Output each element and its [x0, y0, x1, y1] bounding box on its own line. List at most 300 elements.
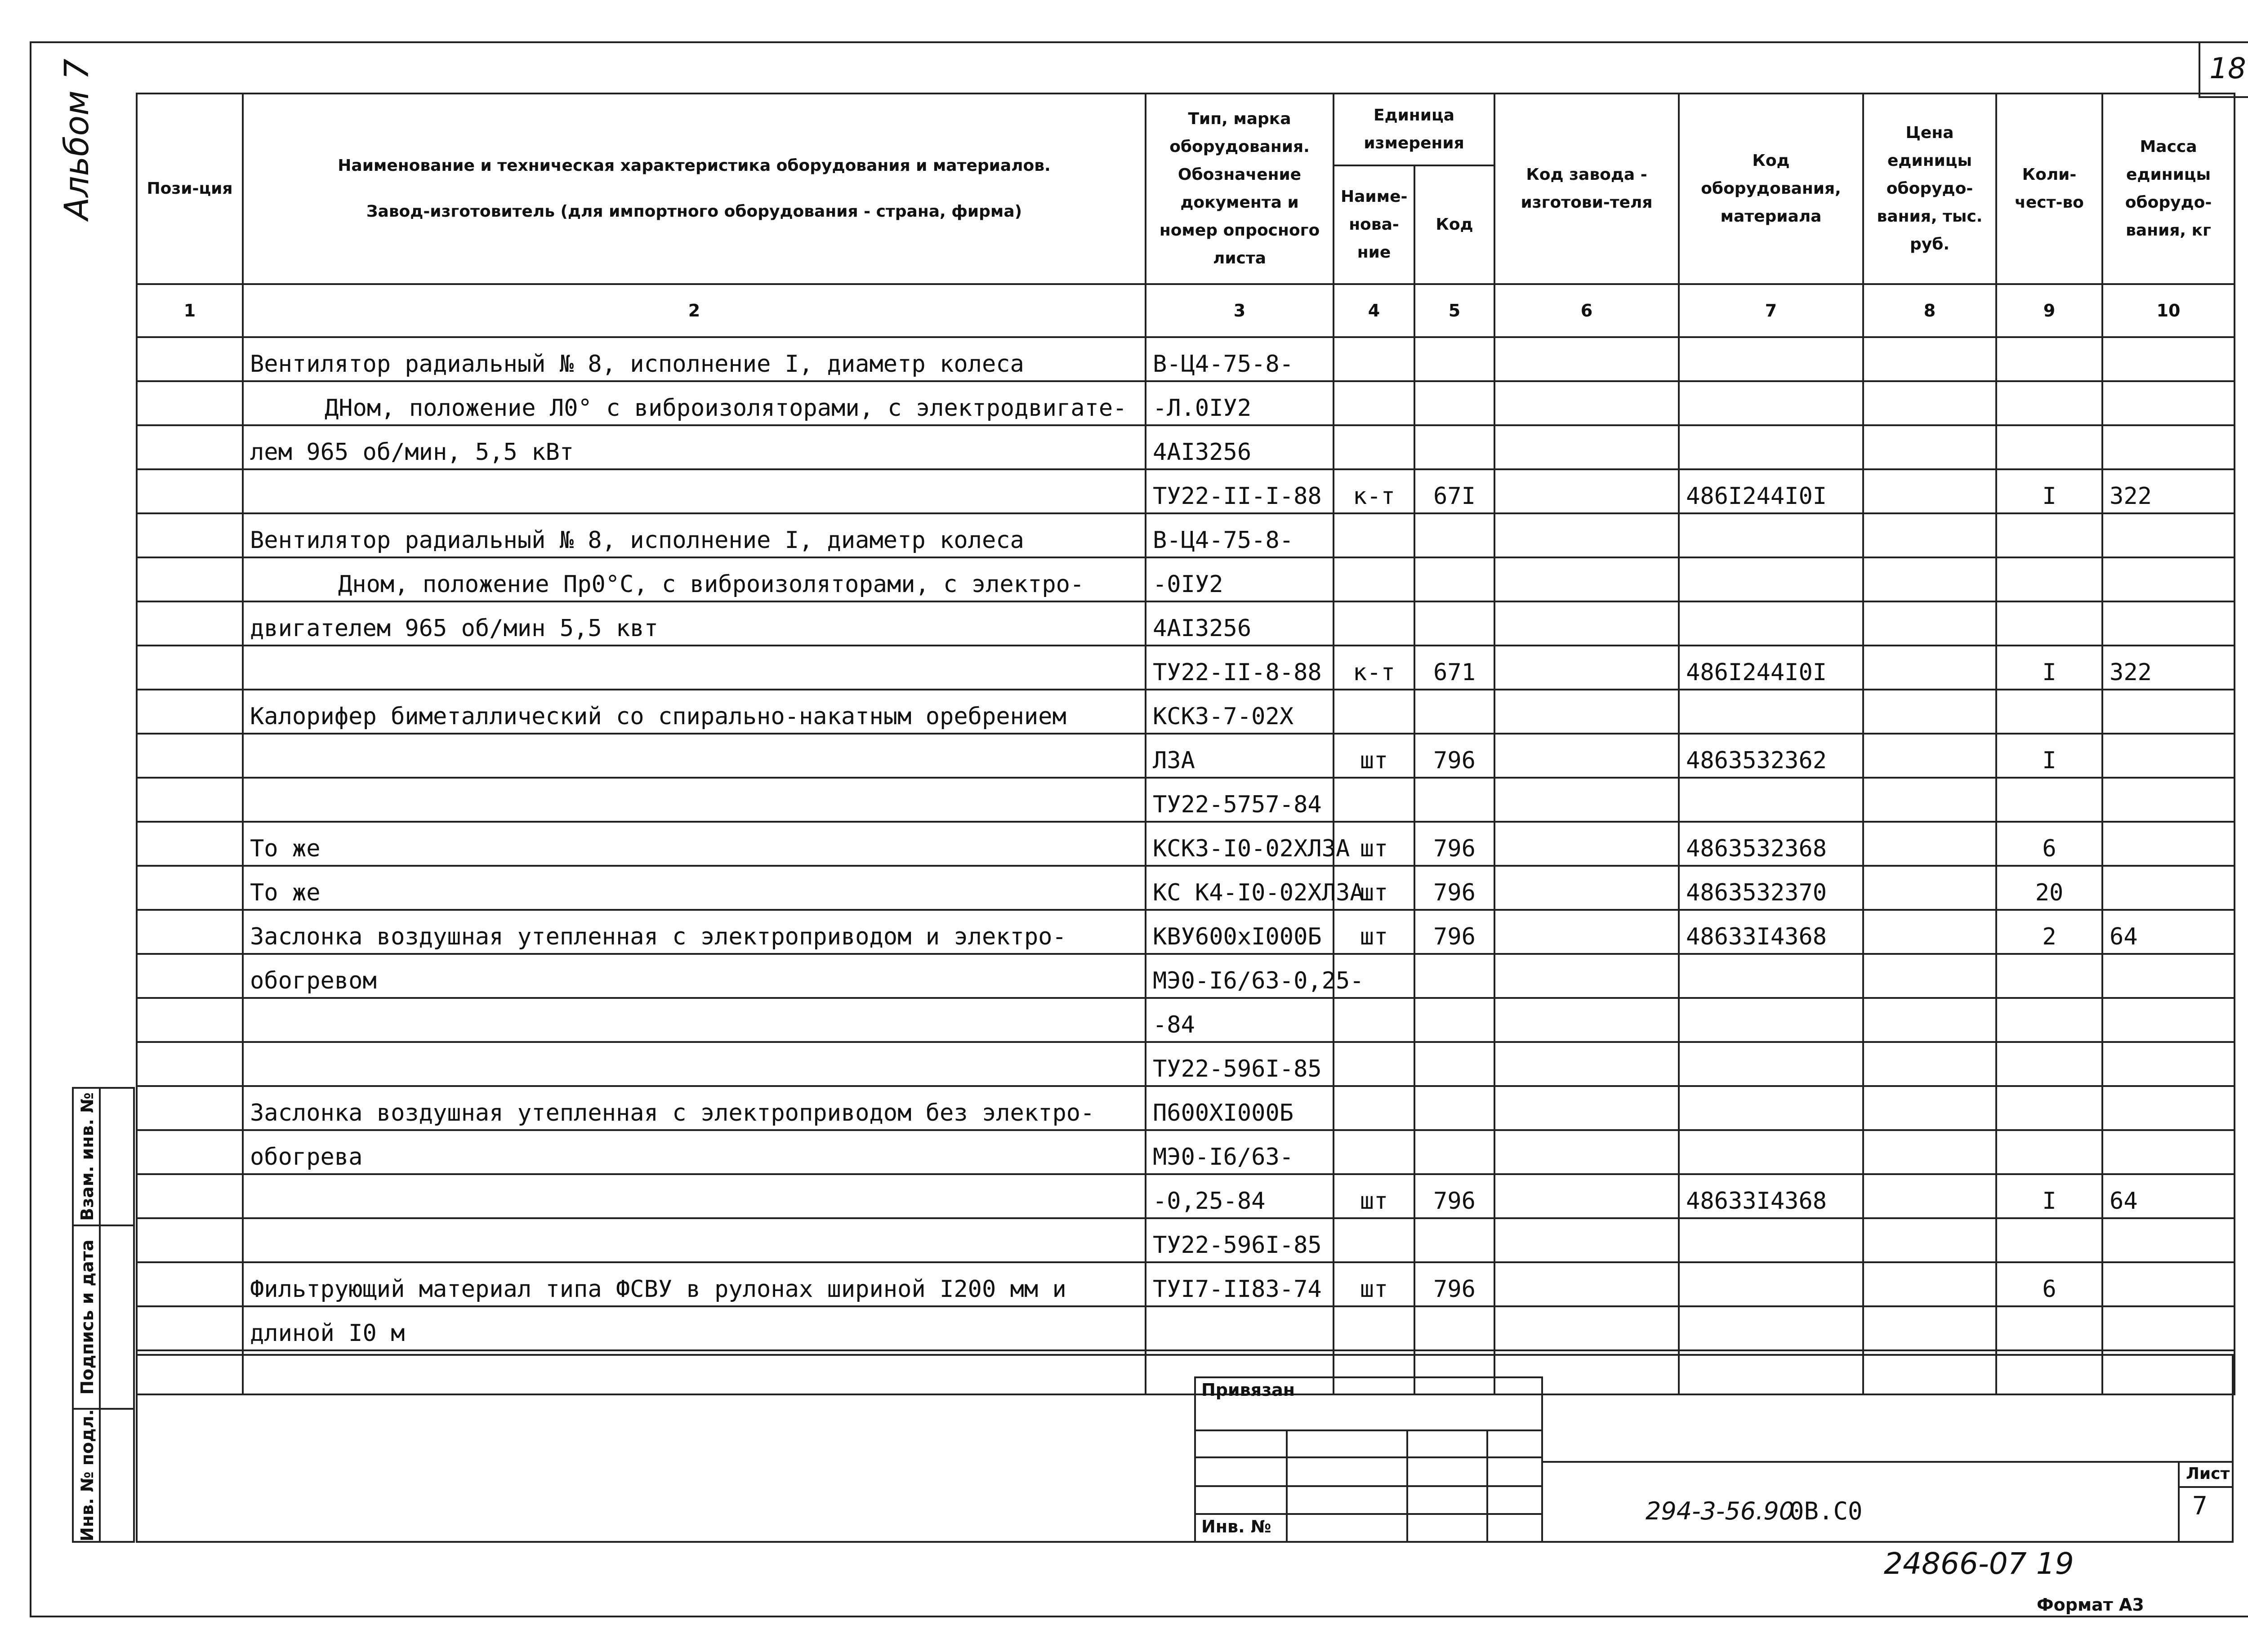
header-equipment-code: Код оборудования, материала	[1679, 94, 1863, 284]
column-number: 3	[1146, 284, 1334, 337]
cell-factory	[1494, 337, 1679, 381]
cell-unit: шт	[1334, 734, 1414, 778]
cell-factory	[1494, 1306, 1679, 1350]
cell-code	[1414, 513, 1494, 557]
cell-pos	[137, 557, 243, 601]
cell-unit	[1334, 381, 1414, 425]
cell-equip	[1679, 1350, 1863, 1394]
cell-type: В-Ц4-75-8-	[1146, 513, 1334, 557]
side-stamp-podpis	[72, 1225, 135, 1410]
cell-name: Заслонка воздушная утепленная с электроприводом и электро-	[243, 910, 1146, 954]
column-number: 6	[1494, 284, 1679, 337]
header-position: Пози-ция	[137, 94, 243, 284]
cell-equip	[1679, 998, 1863, 1042]
specification-table	[136, 93, 2235, 1395]
cell-equip: 4863532368	[1679, 822, 1863, 866]
cell-mass	[2102, 1306, 2235, 1350]
cell-equip	[1679, 954, 1863, 998]
side-label-vzam: Взам. инв. №	[77, 1092, 97, 1221]
list-number: 7	[2192, 1492, 2208, 1521]
cell-qty	[1996, 601, 2102, 646]
cell-unit: шт	[1334, 822, 1414, 866]
cell-equip	[1679, 1042, 1863, 1086]
cell-type: ТУ22-596I-85	[1146, 1218, 1334, 1262]
table-row	[137, 557, 2235, 601]
cell-type: ТУI7-II83-74	[1146, 1262, 1334, 1306]
column-number: 7	[1679, 284, 1863, 337]
table-row	[137, 1086, 2235, 1130]
cell-factory	[1494, 734, 1679, 778]
cell-factory	[1494, 778, 1679, 822]
cell-pos	[137, 425, 243, 469]
cell-name: двигателем 965 об/мин 5,5 квт	[243, 601, 1146, 646]
table-row	[137, 601, 2235, 646]
cell-factory	[1494, 822, 1679, 866]
cell-price	[1863, 425, 1996, 469]
cell-name: обогревом	[243, 954, 1146, 998]
cell-price	[1863, 1174, 1996, 1218]
cell-factory	[1494, 469, 1679, 513]
table-body	[137, 337, 2235, 1394]
cell-mass	[2102, 778, 2235, 822]
column-numbers-row	[137, 284, 2235, 337]
sheet-number: 18	[2199, 41, 2248, 98]
cell-equip	[1679, 381, 1863, 425]
cell-price	[1863, 822, 1996, 866]
cell-pos	[137, 1262, 243, 1306]
cell-equip: 486I244I0I	[1679, 469, 1863, 513]
column-number: 2	[243, 284, 1146, 337]
cell-mass: 64	[2102, 910, 2235, 954]
cell-equip	[1679, 1262, 1863, 1306]
inv-no-label: Инв. №	[1201, 1517, 1271, 1536]
cell-name	[243, 1350, 1146, 1394]
cell-code	[1414, 337, 1494, 381]
cell-factory	[1494, 998, 1679, 1042]
header-name-line2: Завод-изготовитель (для импортного оборудования - страна, фирма)	[366, 202, 1022, 221]
cell-type: КС К4-I0-02ХЛ3А	[1146, 866, 1334, 910]
cell-pos	[137, 337, 243, 381]
cell-equip	[1679, 1130, 1863, 1174]
cell-type: КСК3-7-02Х	[1146, 690, 1334, 734]
cell-unit: шт	[1334, 910, 1414, 954]
cell-price	[1863, 1130, 1996, 1174]
cell-type: -84	[1146, 998, 1334, 1042]
cell-type: В-Ц4-75-8-	[1146, 337, 1334, 381]
cell-price	[1863, 954, 1996, 998]
cell-equip	[1679, 1306, 1863, 1350]
table-row	[137, 1042, 2235, 1086]
cell-qty	[1996, 690, 2102, 734]
cell-qty	[1996, 1130, 2102, 1174]
cell-factory	[1494, 1262, 1679, 1306]
cell-qty	[1996, 1350, 2102, 1394]
cell-pos	[137, 1350, 243, 1394]
cell-qty	[1996, 425, 2102, 469]
cell-qty: I	[1996, 469, 2102, 513]
cell-name	[243, 646, 1146, 690]
cell-code	[1414, 1350, 1494, 1394]
cell-equip	[1679, 690, 1863, 734]
side-label-inv: Инв. № подл.	[77, 1409, 97, 1542]
album-label: Альбом 7	[58, 58, 96, 220]
table-row	[137, 469, 2235, 513]
cell-qty	[1996, 778, 2102, 822]
cell-mass	[2102, 822, 2235, 866]
cell-price	[1863, 1086, 1996, 1130]
side-label-podpis: Подпись и дата	[77, 1239, 97, 1395]
table-row	[137, 425, 2235, 469]
cell-type: П600ХI000Б	[1146, 1086, 1334, 1130]
cell-code	[1414, 1218, 1494, 1262]
cell-mass: 322	[2102, 469, 2235, 513]
cell-pos	[137, 601, 243, 646]
cell-qty	[1996, 1218, 2102, 1262]
header-name-line1: Наименование и техническая характеристика оборудования и материалов.	[338, 156, 1051, 175]
cell-type: Л3А	[1146, 734, 1334, 778]
table-row	[137, 998, 2235, 1042]
cell-equip	[1679, 778, 1863, 822]
header-unit: Единица измерения	[1334, 94, 1494, 165]
cell-name: обогрева	[243, 1130, 1146, 1174]
cell-name	[243, 469, 1146, 513]
cell-code	[1414, 954, 1494, 998]
cell-factory	[1494, 866, 1679, 910]
table-row	[137, 954, 2235, 998]
cell-equip: 4863532370	[1679, 866, 1863, 910]
cell-code	[1414, 381, 1494, 425]
cell-type: -0IУ2	[1146, 557, 1334, 601]
cell-mass	[2102, 1350, 2235, 1394]
cell-unit	[1334, 1306, 1414, 1350]
cell-factory	[1494, 1086, 1679, 1130]
cell-qty: I	[1996, 1174, 2102, 1218]
side-stamp-vzam	[72, 1087, 135, 1226]
cell-equip	[1679, 425, 1863, 469]
cell-factory	[1494, 646, 1679, 690]
archive-number: 24866-07 19	[1884, 1546, 2074, 1581]
cell-unit: к-т	[1334, 646, 1414, 690]
table-row	[137, 734, 2235, 778]
cell-unit	[1334, 778, 1414, 822]
cell-name	[243, 1174, 1146, 1218]
cell-price	[1863, 1042, 1996, 1086]
cell-type: -Л.0IУ2	[1146, 381, 1334, 425]
cell-price	[1863, 601, 1996, 646]
table-row	[137, 337, 2235, 381]
cell-price	[1863, 1262, 1996, 1306]
cell-unit	[1334, 998, 1414, 1042]
cell-pos	[137, 690, 243, 734]
cell-pos	[137, 778, 243, 822]
cell-qty	[1996, 1306, 2102, 1350]
cell-factory	[1494, 557, 1679, 601]
cell-price	[1863, 778, 1996, 822]
cell-name	[243, 734, 1146, 778]
cell-pos	[137, 866, 243, 910]
cell-price	[1863, 866, 1996, 910]
cell-mass	[2102, 513, 2235, 557]
cell-equip: 486I244I0I	[1679, 646, 1863, 690]
cell-type: -0,25-84	[1146, 1174, 1334, 1218]
column-number: 8	[1863, 284, 1996, 337]
cell-equip	[1679, 557, 1863, 601]
cell-mass: 64	[2102, 1174, 2235, 1218]
cell-type: ТУ22-596I-85	[1146, 1042, 1334, 1086]
table-row	[137, 690, 2235, 734]
cell-unit	[1334, 513, 1414, 557]
column-number: 5	[1414, 284, 1494, 337]
header-unit-code: Код	[1414, 165, 1494, 284]
cell-factory	[1494, 601, 1679, 646]
cell-pos	[137, 1130, 243, 1174]
cell-unit	[1334, 1086, 1414, 1130]
cell-factory	[1494, 425, 1679, 469]
table-row	[137, 381, 2235, 425]
cell-code	[1414, 778, 1494, 822]
table-row	[137, 646, 2235, 690]
cell-unit	[1334, 1350, 1414, 1394]
table-row	[137, 1306, 2235, 1350]
cell-mass	[2102, 690, 2235, 734]
header-unit-name: Наиме-нова-ние	[1334, 165, 1414, 284]
cell-qty	[1996, 1086, 2102, 1130]
cell-unit	[1334, 557, 1414, 601]
cell-qty	[1996, 998, 2102, 1042]
cell-unit: шт	[1334, 1262, 1414, 1306]
cell-name: лем 965 об/мин, 5,5 кВт	[243, 425, 1146, 469]
cell-qty	[1996, 1042, 2102, 1086]
cell-qty: 20	[1996, 866, 2102, 910]
cell-name: длиной I0 м	[243, 1306, 1146, 1350]
cell-code: 796	[1414, 866, 1494, 910]
cell-type: МЭ0-I6/63-0,25-	[1146, 954, 1334, 998]
cell-type: 4АI3256	[1146, 601, 1334, 646]
cell-name: Фильтрующий материал типа ФСВУ в рулонах шириной I200 мм и	[243, 1262, 1146, 1306]
cell-price	[1863, 910, 1996, 954]
table-header	[137, 94, 2235, 337]
privyazan-label: Привязан	[1201, 1380, 1295, 1400]
format-label: Формат А3	[2037, 1595, 2144, 1615]
cell-equip	[1679, 1086, 1863, 1130]
cell-pos	[137, 1174, 243, 1218]
cell-qty: 6	[1996, 1262, 2102, 1306]
cell-factory	[1494, 690, 1679, 734]
cell-unit	[1334, 690, 1414, 734]
cell-name: Заслонка воздушная утепленная с электроприводом без электро-	[243, 1086, 1146, 1130]
header-price: Цена единицы оборудо-вания, тыс. руб.	[1863, 94, 1996, 284]
header-type: Тип, марка оборудования. Обозначение документа и номер опросного листа	[1146, 94, 1334, 284]
cell-pos	[137, 1086, 243, 1130]
cell-factory	[1494, 1042, 1679, 1086]
cell-code	[1414, 1086, 1494, 1130]
cell-mass	[2102, 557, 2235, 601]
cell-price	[1863, 998, 1996, 1042]
cell-type: ТУ22-5757-84	[1146, 778, 1334, 822]
cell-price	[1863, 337, 1996, 381]
cell-pos	[137, 1306, 243, 1350]
cell-mass	[2102, 954, 2235, 998]
cell-price	[1863, 1218, 1996, 1262]
cell-type	[1146, 1306, 1334, 1350]
cell-name: Вентилятор радиальный № 8, исполнение I, диаметр колеса	[243, 513, 1146, 557]
doc-code-handwritten: 294-3-56.90	[1646, 1497, 1794, 1525]
cell-type: КВУ600хI000Б	[1146, 910, 1334, 954]
cell-equip: 4863532362	[1679, 734, 1863, 778]
cell-code	[1414, 690, 1494, 734]
cell-unit	[1334, 1042, 1414, 1086]
cell-unit: к-т	[1334, 469, 1414, 513]
cell-price	[1863, 690, 1996, 734]
cell-unit	[1334, 425, 1414, 469]
cell-pos	[137, 1042, 243, 1086]
cell-unit: шт	[1334, 1174, 1414, 1218]
cell-code: 796	[1414, 734, 1494, 778]
cell-code: 796	[1414, 910, 1494, 954]
cell-unit	[1334, 601, 1414, 646]
cell-mass	[2102, 998, 2235, 1042]
cell-factory	[1494, 954, 1679, 998]
cell-qty	[1996, 337, 2102, 381]
cell-name: ДНом, положение Л0° с виброизоляторами, с электродвигате-	[243, 381, 1146, 425]
cell-name: Вентилятор радиальный № 8, исполнение I, диаметр колеса	[243, 337, 1146, 381]
cell-qty: 2	[1996, 910, 2102, 954]
cell-price	[1863, 734, 1996, 778]
cell-type: КСК3-I0-02ХЛ3А	[1146, 822, 1334, 866]
table-row	[137, 1174, 2235, 1218]
cell-name	[243, 1042, 1146, 1086]
cell-equip: 48633I4368	[1679, 910, 1863, 954]
cell-factory	[1494, 1218, 1679, 1262]
cell-price	[1863, 513, 1996, 557]
table-row	[137, 822, 2235, 866]
list-label: Лист	[2186, 1465, 2230, 1483]
cell-mass	[2102, 1262, 2235, 1306]
cell-price	[1863, 381, 1996, 425]
header-quantity: Коли-чест-во	[1996, 94, 2102, 284]
cell-code	[1414, 998, 1494, 1042]
cell-pos	[137, 1218, 243, 1262]
cell-equip	[1679, 513, 1863, 557]
cell-pos	[137, 734, 243, 778]
header-name	[243, 94, 1146, 284]
cell-price	[1863, 1350, 1996, 1394]
cell-equip	[1679, 601, 1863, 646]
cell-qty: I	[1996, 734, 2102, 778]
cell-qty: I	[1996, 646, 2102, 690]
cell-pos	[137, 910, 243, 954]
cell-factory	[1494, 1350, 1679, 1394]
cell-code	[1414, 1306, 1494, 1350]
column-number: 10	[2102, 284, 2235, 337]
table-row	[137, 1262, 2235, 1306]
table-row	[137, 778, 2235, 822]
cell-pos	[137, 998, 243, 1042]
cell-price	[1863, 469, 1996, 513]
cell-factory	[1494, 1174, 1679, 1218]
cell-mass	[2102, 425, 2235, 469]
cell-unit	[1334, 337, 1414, 381]
cell-code	[1414, 601, 1494, 646]
column-number: 9	[1996, 284, 2102, 337]
cell-mass	[2102, 1130, 2235, 1174]
cell-pos	[137, 469, 243, 513]
cell-name	[243, 778, 1146, 822]
cell-name	[243, 998, 1146, 1042]
cell-pos	[137, 513, 243, 557]
cell-factory	[1494, 513, 1679, 557]
cell-type: МЭ0-I6/63-	[1146, 1130, 1334, 1174]
header-factory-code: Код завода - изготови-теля	[1494, 94, 1679, 284]
cell-name: То же	[243, 822, 1146, 866]
cell-code: 796	[1414, 1262, 1494, 1306]
cell-unit	[1334, 1130, 1414, 1174]
cell-mass	[2102, 866, 2235, 910]
cell-unit	[1334, 1218, 1414, 1262]
cell-factory	[1494, 910, 1679, 954]
cell-code: 67I	[1414, 469, 1494, 513]
cell-code	[1414, 1130, 1494, 1174]
doc-code-type: 0В.С0	[1789, 1497, 1863, 1525]
cell-code	[1414, 425, 1494, 469]
cell-qty	[1996, 557, 2102, 601]
cell-qty	[1996, 513, 2102, 557]
cell-name: Калорифер биметаллический со спирально-накатным оребрением	[243, 690, 1146, 734]
cell-price	[1863, 1306, 1996, 1350]
cell-mass	[2102, 601, 2235, 646]
cell-qty	[1996, 954, 2102, 998]
cell-pos	[137, 954, 243, 998]
cell-unit: шт	[1334, 866, 1414, 910]
cell-price	[1863, 557, 1996, 601]
cell-mass	[2102, 337, 2235, 381]
cell-pos	[137, 822, 243, 866]
table-row	[137, 1218, 2235, 1262]
cell-price	[1863, 646, 1996, 690]
cell-name	[243, 1218, 1146, 1262]
column-number: 4	[1334, 284, 1414, 337]
cell-pos	[137, 646, 243, 690]
header-mass: Масса единицы оборудо-вания, кг	[2102, 94, 2235, 284]
cell-mass	[2102, 734, 2235, 778]
cell-mass	[2102, 381, 2235, 425]
cell-equip	[1679, 1218, 1863, 1262]
cell-pos	[137, 381, 243, 425]
cell-name: То же	[243, 866, 1146, 910]
table-row	[137, 910, 2235, 954]
table-row	[137, 513, 2235, 557]
table-row	[137, 1130, 2235, 1174]
cell-code: 796	[1414, 822, 1494, 866]
cell-type: 4АI3256	[1146, 425, 1334, 469]
cell-factory	[1494, 1130, 1679, 1174]
cell-name: Дном, положение Пр0°С, с виброизоляторами, с электро-	[243, 557, 1146, 601]
table-row	[137, 866, 2235, 910]
cell-code	[1414, 557, 1494, 601]
cell-equip: 48633I4368	[1679, 1174, 1863, 1218]
cell-code	[1414, 1042, 1494, 1086]
cell-qty: 6	[1996, 822, 2102, 866]
cell-type: ТУ22-II-8-88	[1146, 646, 1334, 690]
cell-mass	[2102, 1042, 2235, 1086]
cell-equip	[1679, 337, 1863, 381]
cell-qty	[1996, 381, 2102, 425]
cell-code: 796	[1414, 1174, 1494, 1218]
cell-mass: 322	[2102, 646, 2235, 690]
table-row	[137, 1350, 2235, 1394]
cell-factory	[1494, 381, 1679, 425]
cell-code: 671	[1414, 646, 1494, 690]
